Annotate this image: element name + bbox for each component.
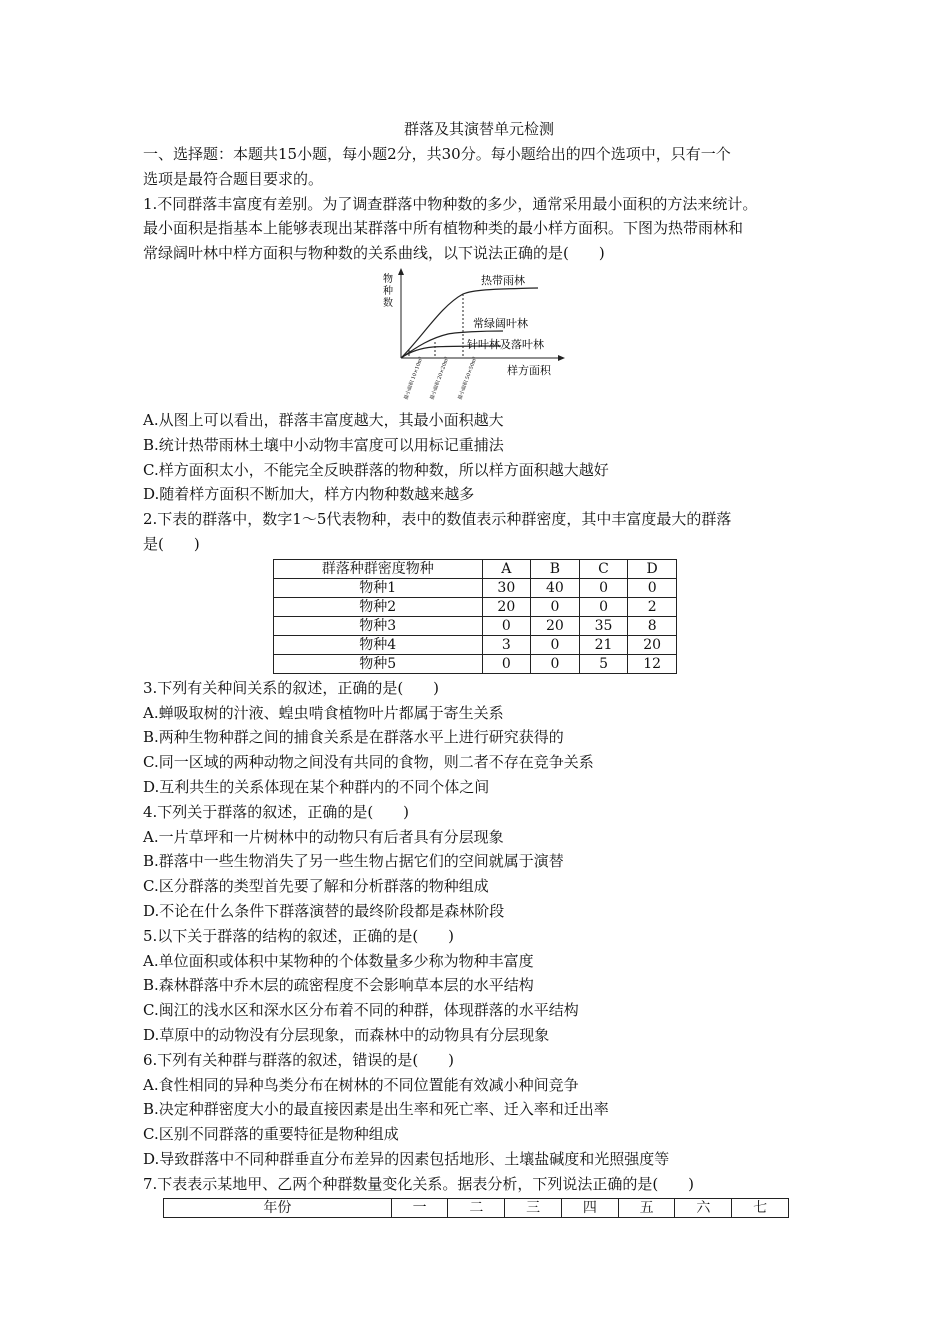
table-cell: 0 (531, 635, 580, 654)
document-page (143, 118, 815, 1218)
q1-option-a: A.从图上可以看出，群落丰富度越大，其最小面积越大 (143, 410, 504, 429)
table-cell: 12 (628, 654, 677, 673)
table-cell: 20 (628, 635, 677, 654)
tick-label-1: 最小面积 10×10m² (403, 356, 425, 401)
tick-label-3: 最小面积 50×50m² (457, 356, 479, 401)
table-cell: 0 (482, 616, 531, 635)
q2-stem-line-2: 是( ) (143, 534, 200, 553)
q5-option-b: B.森林群落中乔木层的疏密程度不会影响草本层的水平结构 (143, 976, 534, 995)
q2-density-table (273, 559, 677, 674)
table-header-cell: 七 (732, 1198, 789, 1217)
table-cell: 20 (531, 616, 580, 635)
table-header-cell: D (628, 559, 677, 578)
q5-option-c: C.闽江的浅水区和深水区分布着不同的种群，体现群落的水平结构 (143, 1001, 579, 1020)
table-cell: 2 (628, 597, 677, 616)
table-header-cell: 五 (618, 1198, 675, 1217)
q1-option-b: B.统计热带雨林土壤中小动物丰富度可以用标记重捕法 (143, 435, 504, 454)
table-cell: 5 (579, 654, 628, 673)
table-cell: 35 (579, 616, 628, 635)
section-instructions-line-2: 选项是最符合题目要求的。 (143, 169, 324, 188)
q1-stem-line-1: 1.不同群落丰富度有差别。为了调查群落中物种数的多少，通常采用最小面积的方法来统计。 (143, 194, 758, 213)
q1-stem-line-2: 最小面积是指基本上能够表现出某群落中所有植物种类的最小样方面积。下图为热带雨林和 (143, 219, 744, 238)
table-cell: 0 (531, 597, 580, 616)
q6-option-a: A.食性相同的异种鸟类分布在树林的不同位置能有效减小种间竞争 (143, 1075, 579, 1094)
table-cell: 物种3 (274, 616, 483, 635)
table-cell: 8 (628, 616, 677, 635)
q6-stem: 6.下列有关种群与群落的叙述，错误的是( ) (143, 1050, 455, 1069)
q4-option-b: B.群落中一些生物消失了另一些生物占据它们的空间就属于演替 (143, 852, 564, 871)
section-instructions-line-1: 一、选择题：本题共15小题，每小题2分，共30分。每小题给出的四个选项中，只有一个 (143, 145, 731, 163)
table-header-cell: 一 (391, 1198, 448, 1217)
q4-stem: 4.下列关于群落的叙述，正确的是( ) (143, 802, 410, 821)
table-cell: 3 (482, 635, 531, 654)
q5-stem: 5.以下关于群落的结构的叙述，正确的是( ) (143, 926, 455, 945)
curve-label-coniferous: 针叶林及落叶林 (467, 337, 544, 351)
q1-stem-line-3: 常绿阔叶林中样方面积与物种数的关系曲线，以下说法正确的是( ) (143, 244, 605, 263)
table-header-row (164, 1198, 789, 1217)
table-cell: 0 (531, 654, 580, 673)
q3-option-a: A.蝉吸取树的汁液、蝗虫啃食植物叶片都属于寄生关系 (143, 703, 504, 722)
table-cell: 21 (579, 635, 628, 654)
q4-option-a: A.一片草坪和一片树林中的动物只有后者具有分层现象 (143, 827, 504, 846)
table-cell: 0 (628, 578, 677, 597)
table-header-cell: 三 (505, 1198, 562, 1217)
page-title: 群落及其演替单元检测 (403, 120, 554, 138)
table-row (274, 578, 677, 597)
q1-option-c: C.样方面积太小，不能完全反映群落的物种数，所以样方面积越大越好 (143, 460, 609, 479)
table-cell: 0 (482, 654, 531, 673)
y-axis-arrow-icon (398, 268, 404, 275)
table-header-cell: 二 (448, 1198, 505, 1217)
y-axis-label-char-1: 物 (383, 273, 393, 285)
table-cell: 0 (579, 578, 628, 597)
x-axis-label: 样方面积 (507, 363, 551, 377)
table-header-cell: A (482, 559, 531, 578)
table-cell: 物种4 (274, 635, 483, 654)
table-header-cell: 四 (561, 1198, 618, 1217)
table-cell: 物种2 (274, 597, 483, 616)
table-row (274, 635, 677, 654)
table-header-cell: C (579, 559, 628, 578)
table-cell: 0 (579, 597, 628, 616)
curve-label-rainforest: 热带雨林 (481, 273, 525, 287)
q5-option-d: D.草原中的动物没有分层现象，而森林中的动物具有分层现象 (143, 1025, 550, 1044)
table-cell: 物种5 (274, 654, 483, 673)
table-header-row (274, 559, 677, 578)
tick-label-2: 最小面积 20×20m² (429, 356, 451, 401)
table-cell: 20 (482, 597, 531, 616)
q3-stem: 3.下列有关种间关系的叙述，正确的是( ) (143, 678, 440, 697)
q2-stem-line-1: 2.下表的群落中，数字1～5代表物种，表中的数值表示种群密度，其中丰富度最大的群落 (143, 510, 732, 529)
q6-option-d: D.导致群落中不同种群垂直分布差异的因素包括地形、土壤盐碱度和光照强度等 (143, 1149, 670, 1168)
table-header-cell: 群落种群密度物种 (274, 559, 483, 578)
q1-option-d: D.随着样方面积不断加大，样方内物种数越来越多 (143, 485, 475, 504)
q3-option-b: B.两种生物种群之间的捕食关系是在群落水平上进行研究获得的 (143, 728, 564, 747)
table-cell: 30 (482, 578, 531, 597)
q7-stem: 7.下表表示某地甲、乙两个种群数量变化关系。据表分析，下列说法正确的是( ) (143, 1174, 695, 1193)
table-row (274, 616, 677, 635)
q5-option-a: A.单位面积或体积中某物种的个体数量多少称为物种丰富度 (143, 951, 534, 970)
table-header-cell: 六 (675, 1198, 732, 1217)
q4-option-d: D.不论在什么条件下群落演替的最终阶段都是森林阶段 (143, 901, 505, 920)
q6-option-b: B.决定种群密度大小的最直接因素是出生率和死亡率、迁入率和迁出率 (143, 1100, 609, 1119)
y-axis-label-char-2: 种 (383, 285, 393, 297)
x-axis-arrow-icon (558, 355, 565, 361)
curve-label-evergreen: 常绿阔叶林 (473, 316, 528, 330)
species-area-figure (143, 266, 815, 408)
table-header-cell: B (531, 559, 580, 578)
table-header-cell: 年份 (164, 1198, 392, 1217)
q3-option-d: D.互利共生的关系体现在某个种群内的不同个体之间 (143, 777, 490, 796)
species-area-chart (373, 266, 573, 406)
q6-option-c: C.区别不同群落的重要特征是物种组成 (143, 1125, 399, 1144)
table-row (274, 654, 677, 673)
table-row (274, 597, 677, 616)
table-cell: 物种1 (274, 578, 483, 597)
q3-option-c: C.同一区域的两种动物之间没有共同的食物，则二者不存在竞争关系 (143, 753, 594, 772)
table-cell: 40 (531, 578, 580, 597)
q4-option-c: C.区分群落的类型首先要了解和分析群落的物种组成 (143, 877, 489, 896)
y-axis-label-char-3: 数 (383, 297, 393, 309)
q7-population-table (163, 1198, 789, 1218)
